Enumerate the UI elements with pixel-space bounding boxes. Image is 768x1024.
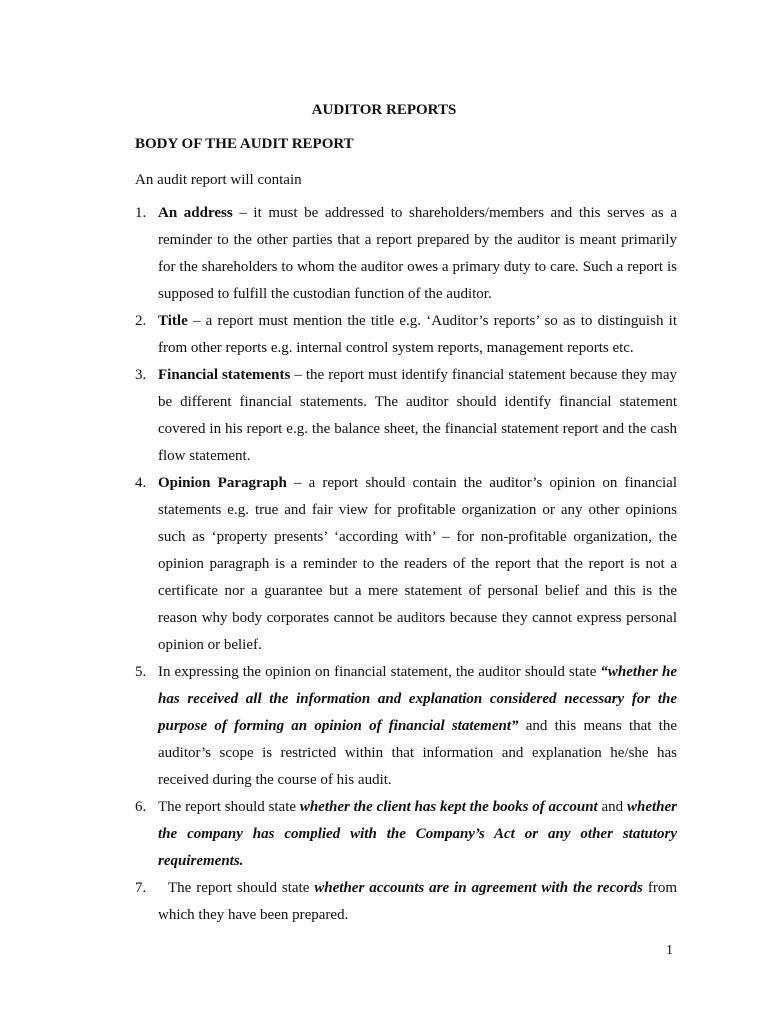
item-number: 5. [135,664,147,680]
item-body [158,200,677,308]
item-number: 6. [135,799,147,815]
section-heading: BODY OF THE AUDIT REPORT [135,136,354,152]
item-body [158,308,677,362]
list-item [135,308,677,362]
item-lead: Opinion Paragraph [158,475,287,491]
item-text: and this means that the auditor’s scope is restricted within that information and explanation he/she has received during the course of his audit. [158,718,678,788]
item-lead: An address [158,205,233,221]
list-item [135,875,677,929]
numbered-list [135,200,677,929]
page-number: 1 [666,943,673,958]
item-body [158,362,677,470]
item-lead: Financial statements [158,367,291,383]
list-item [135,794,677,875]
item-number: 4. [135,475,147,491]
item-emphasis: whether the client has kept the books of account [299,799,598,815]
intro-text: An audit report will contain [135,172,302,188]
item-text: The report should state [168,880,315,896]
item-body [158,470,677,659]
item-text: and [597,799,627,815]
item-number: 7. [135,880,147,896]
item-emphasis: whether accounts are in agreement with the records [314,880,643,896]
item-text: – a report should contain the auditor’s opinion on financial statements e.g. true and fair view for profitable organization or any other opinions such as ‘property presents’ ‘according with’ – for non-profitable organization, the opinion paragraph is a reminder to the readers of the report that the report is not a certificate nor a guarantee but a mere statement of personal belief and this is the reason why body corporates cannot be auditors because they cannot express personal opinion or belief. [158,475,677,653]
list-item [135,200,677,308]
item-emphasis: whether the company has complied with the Company’s Act or any other statutory requirements. [158,799,677,869]
item-text: from which they have been prepared. [158,880,677,923]
item-text: The report should state [158,799,300,815]
item-lead: Title [158,313,188,329]
item-body [158,659,677,794]
item-body [158,794,677,875]
item-text: – the report must identify financial statement because they may be different financial statements. The auditor should identify financial statement covered in his report e.g. the balance sheet, the financial statement report and the cash flow statement. [158,367,677,464]
list-item [135,362,677,470]
item-body [148,875,677,929]
item-number: 3. [135,367,147,383]
item-emphasis: “whether he has received all the information and explanation considered necessary for the purpose of forming an opinion of financial statement” [158,664,677,734]
list-item [135,470,677,659]
item-text: In expressing the opinion on financial statement, the auditor should state [158,664,601,680]
item-text: – a report must mention the title e.g. ‘Auditor’s reports’ so as to distinguish it from other reports e.g. internal control system reports, management reports etc. [158,313,677,356]
list-item [135,659,677,794]
item-number: 1. [135,205,147,221]
item-number: 2. [135,313,147,329]
item-text: – it must be addressed to shareholders/members and this serves as a reminder to the other parties that a report prepared by the auditor is meant primarily for the shareholders to whom the auditor owes a primary duty to care. Such a report is supposed to fulfill the custodian function of the auditor. [158,205,677,302]
document-title: AUDITOR REPORTS [311,102,457,118]
